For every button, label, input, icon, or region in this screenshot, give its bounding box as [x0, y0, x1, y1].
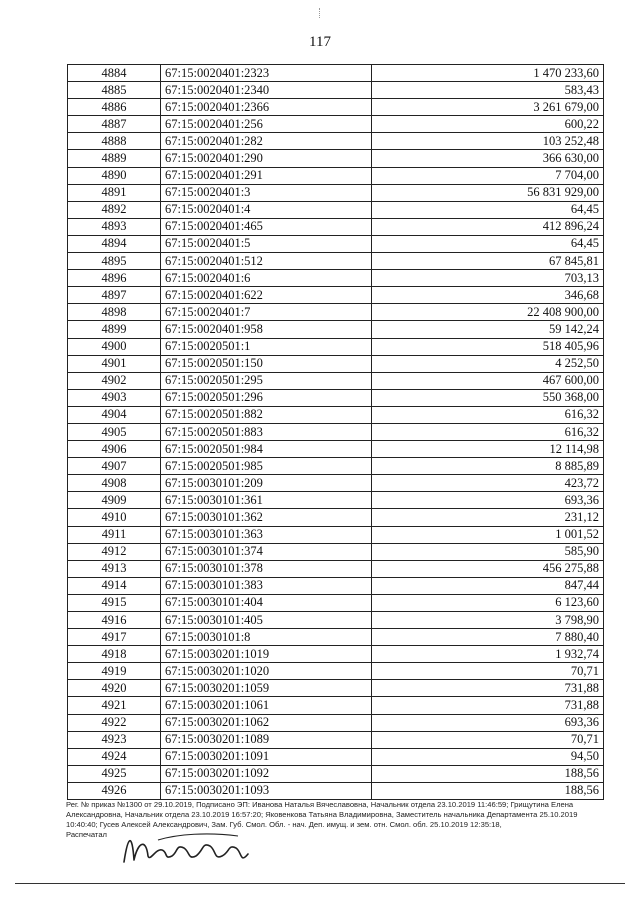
cadastral-number: 67:15:0030201:1020	[161, 663, 372, 680]
bottom-rule	[15, 883, 625, 884]
row-number: 4884	[68, 65, 161, 82]
footer-line: 10:40:40; Гусев Алексей Александрович, Зам. Губ. Смол. Обл. - нач. Деп. имущ. и зем. отн. Смол. обл. 25.10.2019 12:35:18,	[66, 820, 502, 829]
cadastral-number: 67:15:0020401:2323	[161, 65, 372, 82]
row-number: 4926	[68, 782, 161, 799]
cadastral-value: 550 368,00	[372, 389, 604, 406]
cadastral-number: 67:15:0020501:1	[161, 338, 372, 355]
row-number: 4885	[68, 82, 161, 99]
row-number: 4904	[68, 406, 161, 423]
row-number: 4923	[68, 731, 161, 748]
cadastral-value: 423,72	[372, 475, 604, 492]
cadastral-value: 412 896,24	[372, 218, 604, 235]
cadastral-value: 67 845,81	[372, 253, 604, 270]
table-row	[68, 270, 604, 287]
cadastral-number: 67:15:0020401:3	[161, 184, 372, 201]
cadastral-number: 67:15:0020401:465	[161, 218, 372, 235]
printed-by-label: Распечатал	[66, 830, 107, 839]
cadastral-value: 600,22	[372, 116, 604, 133]
row-number: 4910	[68, 509, 161, 526]
table-row	[68, 782, 604, 799]
table-body	[68, 65, 604, 800]
table-row	[68, 167, 604, 184]
cadastral-value: 3 261 679,00	[372, 99, 604, 116]
cadastral-value: 731,88	[372, 680, 604, 697]
cadastral-value: 731,88	[372, 697, 604, 714]
row-number: 4899	[68, 321, 161, 338]
cadastral-number: 67:15:0030201:1091	[161, 748, 372, 765]
cadastral-number: 67:15:0020401:291	[161, 167, 372, 184]
row-number: 4906	[68, 441, 161, 458]
row-number: 4908	[68, 475, 161, 492]
cadastral-value: 59 142,24	[372, 321, 604, 338]
cadastral-number: 67:15:0030101:378	[161, 560, 372, 577]
cadastral-value: 616,32	[372, 406, 604, 423]
table-row	[68, 441, 604, 458]
cadastral-value: 188,56	[372, 765, 604, 782]
table-row	[68, 526, 604, 543]
cadastral-number: 67:15:0020401:512	[161, 253, 372, 270]
table-row	[68, 65, 604, 82]
row-number: 4900	[68, 338, 161, 355]
table-row	[68, 680, 604, 697]
cadastral-number: 67:15:0030101:405	[161, 612, 372, 629]
cadastral-value: 103 252,48	[372, 133, 604, 150]
cadastral-value: 6 123,60	[372, 594, 604, 611]
table-row	[68, 612, 604, 629]
cadastral-number: 67:15:0020501:150	[161, 355, 372, 372]
cadastral-value: 1 470 233,60	[372, 65, 604, 82]
cadastral-value: 64,45	[372, 235, 604, 252]
cadastral-number: 67:15:0030201:1093	[161, 782, 372, 799]
cadastral-value: 616,32	[372, 423, 604, 440]
table-row	[68, 355, 604, 372]
cadastral-number: 67:15:0020501:295	[161, 372, 372, 389]
cadastral-number: 67:15:0020501:882	[161, 406, 372, 423]
table-row	[68, 748, 604, 765]
table-row	[68, 184, 604, 201]
table-row	[68, 594, 604, 611]
row-number: 4913	[68, 560, 161, 577]
table-row	[68, 201, 604, 218]
cadastral-number: 67:15:0030101:383	[161, 577, 372, 594]
footer-line: Александровна, Начальник отдела 23.10.2019 16:57:20; Яковенкова Татьяна Владимировна, Заместитель начальника Департамента 25.10.2019	[66, 810, 578, 819]
row-number: 4919	[68, 663, 161, 680]
cadastral-number: 67:15:0030201:1092	[161, 765, 372, 782]
cadastral-value: 1 001,52	[372, 526, 604, 543]
row-number: 4897	[68, 287, 161, 304]
cadastral-number: 67:15:0020401:958	[161, 321, 372, 338]
row-number: 4915	[68, 594, 161, 611]
row-number: 4898	[68, 304, 161, 321]
cadastral-value: 94,50	[372, 748, 604, 765]
cadastral-number: 67:15:0020501:883	[161, 423, 372, 440]
cadastral-value: 518 405,96	[372, 338, 604, 355]
table-row	[68, 150, 604, 167]
cadastral-value: 70,71	[372, 663, 604, 680]
table-row	[68, 458, 604, 475]
row-number: 4888	[68, 133, 161, 150]
row-number: 4905	[68, 423, 161, 440]
cadastral-value: 346,68	[372, 287, 604, 304]
cadastral-value-table	[67, 64, 604, 800]
table-row	[68, 235, 604, 252]
row-number: 4912	[68, 543, 161, 560]
cadastral-number: 67:15:0020401:290	[161, 150, 372, 167]
cadastral-number: 67:15:0020401:2366	[161, 99, 372, 116]
row-number: 4916	[68, 612, 161, 629]
table-row	[68, 492, 604, 509]
cadastral-number: 67:15:0030101:8	[161, 629, 372, 646]
cadastral-value: 847,44	[372, 577, 604, 594]
cadastral-number: 67:15:0020401:282	[161, 133, 372, 150]
table-row	[68, 646, 604, 663]
table-row	[68, 218, 604, 235]
cadastral-value: 231,12	[372, 509, 604, 526]
cadastral-value: 7 704,00	[372, 167, 604, 184]
table-row	[68, 577, 604, 594]
cadastral-number: 67:15:0020401:2340	[161, 82, 372, 99]
cadastral-number: 67:15:0030101:362	[161, 509, 372, 526]
cadastral-value: 693,36	[372, 714, 604, 731]
cadastral-value: 188,56	[372, 782, 604, 799]
cadastral-number: 67:15:0020501:984	[161, 441, 372, 458]
row-number: 4886	[68, 99, 161, 116]
cadastral-value: 703,13	[372, 270, 604, 287]
row-number: 4896	[68, 270, 161, 287]
table-row	[68, 389, 604, 406]
footer-line: Рег. № приказ №1300 от 29.10.2019, Подписано ЭП: Иванова Наталья Вячеславовна, Начальник отдела 23.10.2019 11:46:59; Грищутина Елена	[66, 800, 574, 809]
cadastral-number: 67:15:0030101:361	[161, 492, 372, 509]
cadastral-value: 56 831 929,00	[372, 184, 604, 201]
cadastral-value: 8 885,89	[372, 458, 604, 475]
row-number: 4893	[68, 218, 161, 235]
row-number: 4901	[68, 355, 161, 372]
scan-mark	[319, 8, 321, 18]
table-row	[68, 543, 604, 560]
handwritten-signature	[118, 826, 258, 870]
cadastral-value: 585,90	[372, 543, 604, 560]
cadastral-value: 693,36	[372, 492, 604, 509]
table-row	[68, 663, 604, 680]
row-number: 4889	[68, 150, 161, 167]
row-number: 4921	[68, 697, 161, 714]
row-number: 4924	[68, 748, 161, 765]
row-number: 4891	[68, 184, 161, 201]
cadastral-number: 67:15:0030101:363	[161, 526, 372, 543]
row-number: 4903	[68, 389, 161, 406]
cadastral-value: 12 114,98	[372, 441, 604, 458]
table-row	[68, 509, 604, 526]
cadastral-value: 22 408 900,00	[372, 304, 604, 321]
table-row	[68, 697, 604, 714]
row-number: 4920	[68, 680, 161, 697]
cadastral-number: 67:15:0020401:5	[161, 235, 372, 252]
table-row	[68, 116, 604, 133]
table-row	[68, 253, 604, 270]
cadastral-value: 64,45	[372, 201, 604, 218]
table-row	[68, 560, 604, 577]
row-number: 4909	[68, 492, 161, 509]
table-row	[68, 321, 604, 338]
cadastral-value: 456 275,88	[372, 560, 604, 577]
table-row	[68, 731, 604, 748]
cadastral-number: 67:15:0020401:4	[161, 201, 372, 218]
cadastral-number: 67:15:0020501:985	[161, 458, 372, 475]
table-row	[68, 629, 604, 646]
table-row	[68, 406, 604, 423]
row-number: 4925	[68, 765, 161, 782]
row-number: 4907	[68, 458, 161, 475]
cadastral-value: 1 932,74	[372, 646, 604, 663]
row-number: 4922	[68, 714, 161, 731]
cadastral-value: 4 252,50	[372, 355, 604, 372]
cadastral-number: 67:15:0030101:404	[161, 594, 372, 611]
table-row	[68, 99, 604, 116]
cadastral-value: 366 630,00	[372, 150, 604, 167]
cadastral-number: 67:15:0030201:1059	[161, 680, 372, 697]
cadastral-number: 67:15:0020401:7	[161, 304, 372, 321]
table-row	[68, 287, 604, 304]
page-number: 117	[309, 34, 331, 50]
cadastral-value: 7 880,40	[372, 629, 604, 646]
table-row	[68, 372, 604, 389]
cadastral-value: 583,43	[372, 82, 604, 99]
row-number: 4902	[68, 372, 161, 389]
row-number: 4917	[68, 629, 161, 646]
row-number: 4892	[68, 201, 161, 218]
row-number: 4887	[68, 116, 161, 133]
table-row	[68, 475, 604, 492]
cadastral-number: 67:15:0030201:1019	[161, 646, 372, 663]
table-row	[68, 765, 604, 782]
cadastral-number: 67:15:0020401:6	[161, 270, 372, 287]
table-row	[68, 423, 604, 440]
cadastral-number: 67:15:0030201:1061	[161, 697, 372, 714]
cadastral-number: 67:15:0020501:296	[161, 389, 372, 406]
cadastral-number: 67:15:0020401:622	[161, 287, 372, 304]
cadastral-value: 3 798,90	[372, 612, 604, 629]
table-row	[68, 133, 604, 150]
row-number: 4894	[68, 235, 161, 252]
cadastral-value: 70,71	[372, 731, 604, 748]
cadastral-number: 67:15:0030101:209	[161, 475, 372, 492]
row-number: 4895	[68, 253, 161, 270]
cadastral-number: 67:15:0020401:256	[161, 116, 372, 133]
table-row	[68, 714, 604, 731]
row-number: 4911	[68, 526, 161, 543]
row-number: 4914	[68, 577, 161, 594]
table-row	[68, 338, 604, 355]
table-row	[68, 304, 604, 321]
cadastral-value: 467 600,00	[372, 372, 604, 389]
cadastral-number: 67:15:0030101:374	[161, 543, 372, 560]
table-row	[68, 82, 604, 99]
row-number: 4918	[68, 646, 161, 663]
cadastral-number: 67:15:0030201:1089	[161, 731, 372, 748]
row-number: 4890	[68, 167, 161, 184]
cadastral-number: 67:15:0030201:1062	[161, 714, 372, 731]
